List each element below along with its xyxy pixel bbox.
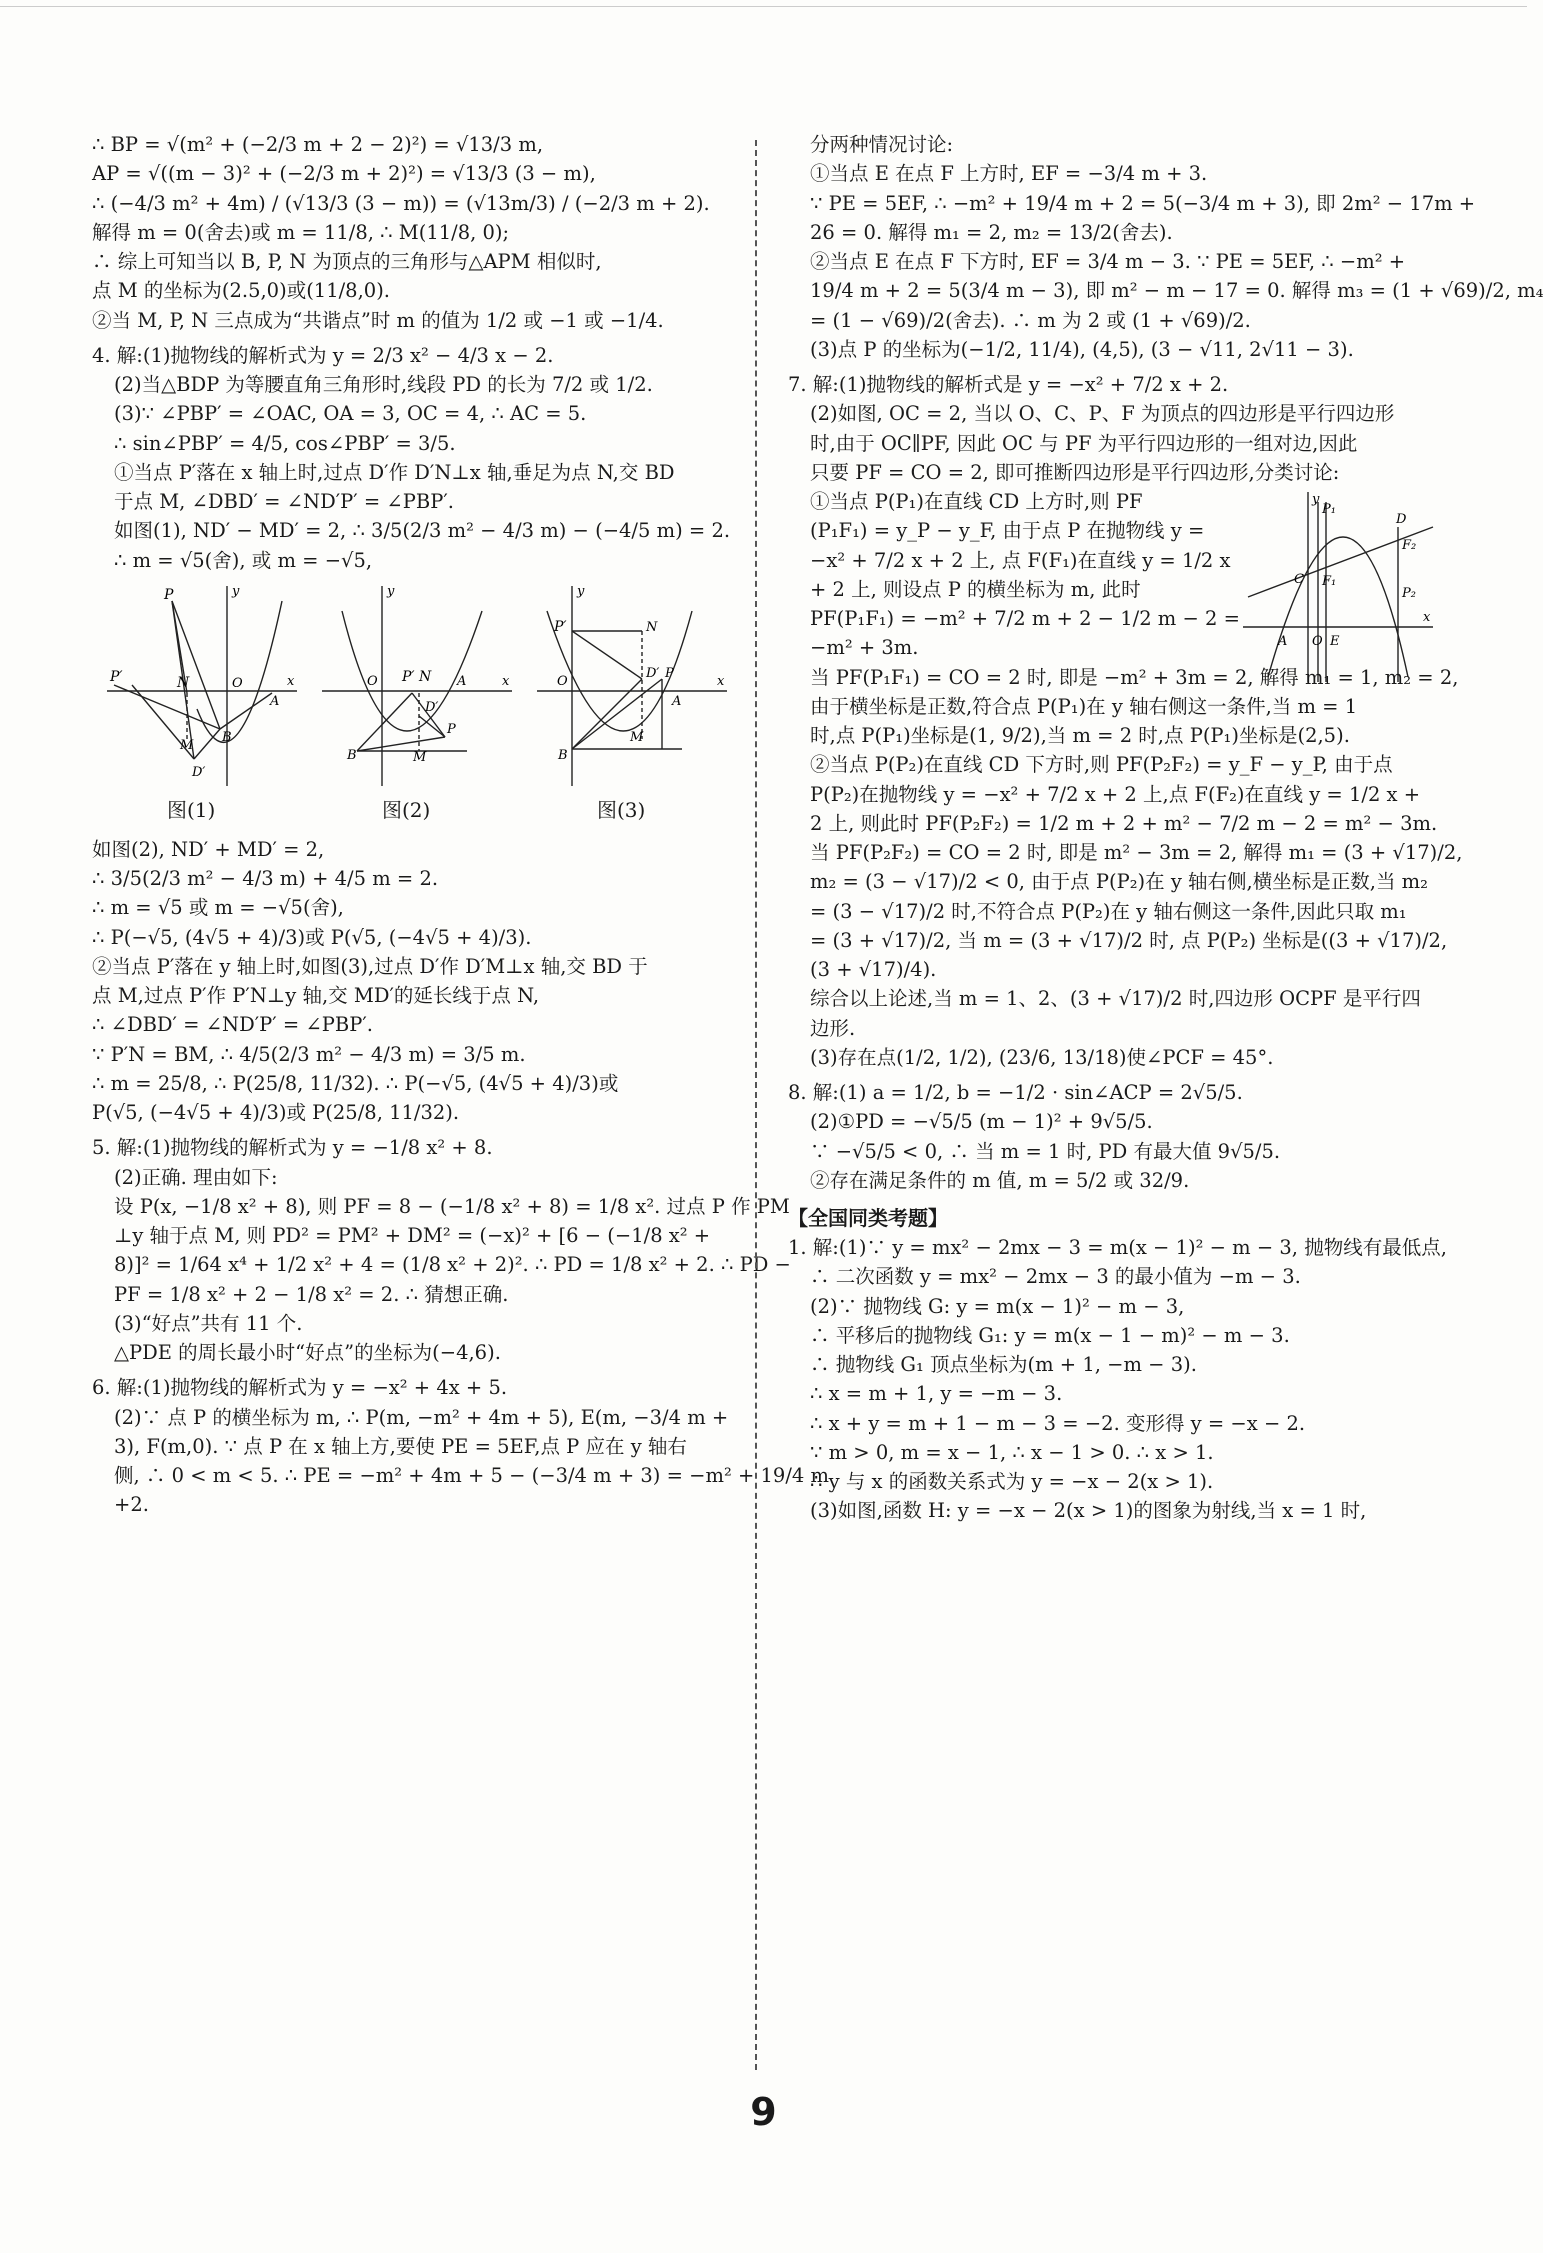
text-line: ∴ 综上可知当以 B, P, N 为顶点的三角形与△APM 相似时,	[92, 250, 602, 273]
text-line: ∴ sin∠PBP′ = 4/5, cos∠PBP′ = 3/5.	[114, 431, 456, 455]
text-line: (2)如图, OC = 2, 当以 O、C、P、F 为顶点的四边形是平行四边形	[810, 402, 1395, 426]
text-line: (3 + √17)/4).	[810, 958, 937, 981]
svg-text:A: A	[672, 693, 682, 709]
problem-6-heading: 6. 解:(1)抛物线的解析式为 y = −x² + 4x + 5.	[92, 1376, 508, 1400]
text-line: (2)①PD = −√5/5 (m − 1)² + 9√5/5.	[810, 1110, 1153, 1134]
text-line: (2)∵ 点 P 的横坐标为 m, ∴ P(m, −m² + 4m + 5), E(m, −3/4 m +	[114, 1405, 729, 1429]
text-line: ∴ m = √5 或 m = −√5(舍),	[92, 896, 344, 920]
text-line: ①当点 P′落在 x 轴上时,过点 D′作 D′N⊥x 轴,垂足为点 N,交 BD	[114, 460, 675, 484]
text-line: +2.	[114, 1493, 149, 1517]
svg-text:P′: P′	[554, 618, 567, 635]
national-problem-1-heading: 1. 解:(1)∵ y = mx² − 2mx − 3 = m(x − 1)² − m − 3, 抛物线有最低点,	[788, 1236, 1447, 1259]
text-line: = (1 − √69)/2(舍去). ∴ m 为 2 或 (1 + √69)/2.	[810, 308, 1251, 332]
svg-text:O: O	[557, 673, 568, 689]
text-line: ∴ m = √5(舍), 或 m = −√5,	[114, 548, 373, 572]
text-line: 边形.	[810, 1016, 856, 1040]
text-line: 分两种情况讨论:	[810, 133, 954, 156]
text-line: ②当点 P(P₂)在直线 CD 下方时,则 PF(P₂F₂) = y_F − y_P, 由于点	[810, 753, 1393, 777]
svg-text:x: x	[502, 673, 510, 689]
text-line: 时,由于 OC∥PF, 因此 OC 与 PF 为平行四边形的一组对边,因此	[810, 431, 1358, 455]
text-line: (P₁F₁) = y_P − y_F, 由于点 P 在抛物线 y =	[810, 519, 1205, 543]
text-line: 综合以上论述,当 m = 1、2、(3 + √17)/2 时,四边形 OCPF 是平行四	[810, 987, 1421, 1011]
text-line: 解得 m = 0(舍去)或 m = 11/8, ∴ M(11/8, 0);	[92, 220, 510, 244]
text-line: ∵ m > 0, m = x − 1, ∴ x − 1 > 0. ∴ x > 1.	[810, 1440, 1214, 1464]
text-line: ∵ P′N = BM, ∴ 4/5(2/3 m² − 4/3 m) = 3/5 m.	[92, 1042, 526, 1066]
text-line: 26 = 0. 解得 m₁ = 2, m₂ = 13/2(舍去).	[810, 220, 1173, 244]
figure-2-caption: 图(2)	[382, 797, 431, 822]
text-line: 当 PF(P₂F₂) = CO = 2 时, 即是 m² − 3m = 2, 解得 m₁ = (3 + √17)/2,	[810, 841, 1463, 864]
text-line: 2 上, 则此时 PF(P₂F₂) = 1/2 m + 2 + m² − 7/2 m − 2 = m² − 3m.	[810, 811, 1438, 835]
text-line: AP = √((m − 3)² + (−2/3 m + 2)²) = √13/3 (3 − m),	[92, 162, 596, 186]
text-line: −x² + 7/2 x + 2 上, 点 F(F₁)在直线 y = 1/2 x	[810, 548, 1231, 572]
text-line: 由于横坐标是正数,符合点 P(P₁)在 y 轴右侧这一条件,当 m = 1	[810, 694, 1358, 718]
text-line: ①当点 P(P₁)在直线 CD 上方时,则 PF	[810, 490, 1143, 513]
svg-text:O: O	[1312, 634, 1323, 649]
text-line: ∴ 3/5(2/3 m² − 4/3 m) + 4/5 m = 2.	[92, 867, 439, 890]
svg-text:P: P	[447, 721, 456, 737]
svg-text:y: y	[387, 583, 395, 599]
svg-text:M: M	[630, 729, 644, 745]
figure-1-caption: 图(1)	[167, 797, 216, 822]
page-top-rule	[0, 6, 1527, 7]
svg-text:B: B	[347, 747, 357, 763]
text-line: ∴ x = m + 1, y = −m − 3.	[810, 1382, 1063, 1406]
text-line: 如图(1), ND′ − MD′ = 2, ∴ 3/5(2/3 m² − 4/3 m) − (−4/5 m) = 2.	[114, 519, 731, 543]
svg-text:x: x	[1423, 610, 1431, 625]
text-line: △PDE 的周长最小时“好点”的坐标为(−4,6).	[114, 1341, 501, 1364]
svg-text:y: y	[1312, 492, 1320, 507]
text-line: (2)∵ 抛物线 G: y = m(x − 1)² − m − 3,	[810, 1294, 1185, 1318]
text-line: ∴ BP = √(m² + (−2/3 m + 2 − 2)²) = √13/3 m,	[92, 133, 544, 156]
svg-text:F₂: F₂	[1402, 538, 1417, 553]
text-line: (3)存在点(1/2, 1/2), (23/6, 13/18)使∠PCF = 45°.	[810, 1045, 1274, 1069]
svg-text:D: D	[1396, 512, 1407, 527]
text-line: (2)正确. 理由如下:	[114, 1165, 278, 1189]
text-line: (3)点 P 的坐标为(−1/2, 11/4), (4,5), (3 − √11, 2√11 − 3).	[810, 337, 1354, 361]
svg-text:B: B	[558, 747, 568, 763]
svg-text:P₂: P₂	[1402, 586, 1416, 601]
figure-3-diagram	[532, 581, 732, 791]
text-line: (3)“好点”共有 11 个.	[114, 1311, 303, 1335]
figure-7-diagram	[1238, 487, 1438, 687]
text-line: ∴ 二次函数 y = mx² − 2mx − 3 的最小值为 −m − 3.	[810, 1265, 1301, 1289]
svg-text:M: M	[180, 737, 194, 753]
svg-text:E: E	[1330, 634, 1340, 649]
page-number: 9	[750, 2090, 777, 2134]
svg-text:y: y	[232, 583, 240, 599]
figure-2-diagram	[317, 581, 517, 791]
text-line: (2)当△BDP 为等腰直角三角形时,线段 PD 的长为 7/2 或 1/2.	[114, 373, 653, 396]
svg-text:D′: D′	[646, 665, 660, 681]
text-line: 于点 M, ∠DBD′ = ∠ND′P′ = ∠PBP′.	[114, 490, 454, 513]
svg-text:N: N	[646, 619, 658, 635]
svg-text:P′ N: P′ N	[402, 668, 432, 685]
text-line: (3)如图,函数 H: y = −x − 2(x > 1)的图象为射线,当 x = 1 时,	[810, 1499, 1367, 1523]
text-line: ②存在满足条件的 m 值, m = 5/2 或 32/9.	[810, 1168, 1190, 1192]
svg-text:A: A	[270, 693, 280, 709]
svg-text:y: y	[577, 583, 585, 599]
text-line: ②当点 P′落在 y 轴上时,如图(3),过点 D′作 D′M⊥x 轴,交 BD 于	[92, 954, 648, 978]
text-line: ∴ 抛物线 G₁ 顶点坐标为(m + 1, −m − 3).	[810, 1353, 1197, 1376]
text-line: ②当 M, P, N 三点成为“共谐点”时 m 的值为 1/2 或 −1 或 −1/4.	[92, 308, 664, 332]
svg-text:x: x	[287, 673, 295, 689]
text-line: ∴ P(−√5, (4√5 + 4)/3)或 P(√5, (−4√5 + 4)/3).	[92, 925, 532, 949]
text-line: + 2 上, 则设点 P 的横坐标为 m, 此时	[810, 577, 1141, 601]
svg-text:P: P	[164, 586, 174, 603]
svg-text:D′: D′	[192, 764, 206, 780]
text-line: 只要 PF = CO = 2, 即可推断四边形是平行四边形,分类讨论:	[810, 460, 1340, 484]
text-line: 侧, ∴ 0 < m < 5. ∴ PE = −m² + 4m + 5 − (−3/4 m + 3) = −m² + 19/4 m	[114, 1464, 829, 1487]
text-line: ∴ m = 25/8, ∴ P(25/8, 11/32). ∴ P(−√5, (4√5 + 4)/3)或	[92, 1071, 619, 1095]
text-line: 点 M,过点 P′作 P′N⊥y 轴,交 MD′的延长线于点 N,	[92, 984, 540, 1007]
text-line: m₂ = (3 − √17)/2 < 0, 由于点 P(P₂)在 y 轴右侧,横坐标是正数,当 m₂	[810, 870, 1428, 894]
text-line: 当 PF(P₁F₁) = CO = 2 时, 即是 −m² + 3m = 2, 解得 m₁ = 1, m₂ = 2,	[810, 665, 1459, 689]
problem-4-heading: 4. 解:(1)抛物线的解析式为 y = 2/3 x² − 4/3 x − 2.	[92, 343, 554, 367]
figure-3-caption: 图(3)	[597, 797, 646, 822]
text-line: 3), F(m,0). ∵ 点 P 在 x 轴上方,要使 PE = 5EF,点 P 应在 y 轴右	[114, 1434, 687, 1458]
text-line: 点 M 的坐标为(2.5,0)或(11/8,0).	[92, 279, 391, 303]
text-line: 19/4 m + 2 = 5(3/4 m − 3), 即 m² − m − 17 = 0. 解得 m₃ = (1 + √69)/2, m₄	[810, 279, 1543, 303]
problem-8-heading: 8. 解:(1) a = 1/2, b = −1/2 · sin∠ACP = 2√5/5.	[788, 1081, 1243, 1104]
svg-text:N: N	[177, 674, 190, 691]
text-line: = (3 + √17)/2, 当 m = (3 + √17)/2 时, 点 P(P₂) 坐标是((3 + √17)/2,	[810, 928, 1448, 952]
svg-text:x: x	[717, 673, 725, 689]
text-line: = (3 − √17)/2 时,不符合点 P(P₂)在 y 轴右侧这一条件,因此只取 m₁	[810, 899, 1407, 923]
text-line: ∴ y 与 x 的函数关系式为 y = −x − 2(x > 1).	[810, 1470, 1214, 1493]
text-line: 8)]² = 1/64 x⁴ + 1/2 x² + 4 = (1/8 x² + 2)². ∴ PD = 1/8 x² + 2. ∴ PD −	[114, 1253, 791, 1277]
text-line: P(P₂)在抛物线 y = −x² + 7/2 x + 2 上,点 F(F₂)在直线 y = 1/2 x +	[810, 782, 1421, 806]
svg-text:M: M	[413, 749, 427, 765]
svg-text:P′: P′	[110, 668, 123, 685]
svg-text:A: A	[1278, 634, 1288, 649]
svg-text:P₁: P₁	[1322, 502, 1336, 517]
left-column	[92, 130, 829, 1520]
figure-7-block	[788, 487, 1438, 663]
right-column	[788, 130, 1543, 1526]
figure-row	[92, 581, 738, 831]
text-line: ①当点 E 在点 F 上方时, EF = −3/4 m + 3.	[810, 162, 1208, 186]
text-line: ∵ −√5/5 < 0, ∴ 当 m = 1 时, PD 有最大值 9√5/5.	[810, 1139, 1281, 1163]
text-line: ②当点 E 在点 F 下方时, EF = 3/4 m − 3. ∵ PE = 5EF, ∴ −m² +	[810, 250, 1406, 273]
text-line: ∴ (−4/3 m² + 4m) / (√13/3 (3 − m)) = (√13m/3) / (−2/3 m + 2).	[92, 191, 710, 215]
text-line: ⊥y 轴于点 M, 则 PD² = PM² + DM² = (−x)² + [6 − (−1/8 x² +	[114, 1224, 711, 1247]
text-line: ∴ ∠DBD′ = ∠ND′P′ = ∠PBP′.	[92, 1013, 373, 1037]
svg-text:A: A	[457, 673, 467, 689]
problem-5-heading: 5. 解:(1)抛物线的解析式为 y = −1/8 x² + 8.	[92, 1136, 493, 1160]
svg-text:P: P	[665, 665, 674, 681]
text-line: ∴ x + y = m + 1 − m − 3 = −2. 变形得 y = −x − 2.	[810, 1411, 1306, 1435]
svg-text:F₁: F₁	[1322, 574, 1337, 589]
section-title: 【全国同类考题】	[788, 1206, 948, 1230]
text-line: PF(P₁F₁) = −m² + 7/2 m + 2 − 1/2 m − 2 =	[810, 607, 1240, 630]
column-divider	[755, 140, 757, 2070]
problem-7-heading: 7. 解:(1)抛物线的解析式是 y = −x² + 7/2 x + 2.	[788, 373, 1229, 396]
text-line: −m² + 3m.	[810, 636, 919, 660]
svg-text:O: O	[367, 673, 378, 689]
svg-text:O: O	[232, 675, 243, 691]
svg-text:D′: D′	[425, 699, 439, 715]
text-line: PF = 1/8 x² + 2 − 1/8 x² = 2. ∴ 猜想正确.	[114, 1282, 509, 1306]
svg-text:C: C	[1294, 572, 1304, 587]
text-line: (3)∵ ∠PBP′ = ∠OAC, OA = 3, OC = 4, ∴ AC = 5.	[114, 402, 587, 426]
text-line: 时,点 P(P₁)坐标是(1, 9/2),当 m = 2 时,点 P(P₁)坐标是(2,5).	[810, 724, 1350, 747]
text-line: ∵ PE = 5EF, ∴ −m² + 19/4 m + 2 = 5(−3/4 m + 3), 即 2m² − 17m +	[810, 191, 1476, 215]
figure-1-diagram	[102, 581, 302, 791]
text-line: 设 P(x, −1/8 x² + 8), 则 PF = 8 − (−1/8 x² + 8) = 1/8 x². 过点 P 作 PM	[114, 1194, 790, 1218]
svg-text:B: B	[222, 729, 232, 745]
text-line: ∴ 平移后的抛物线 G₁: y = m(x − 1 − m)² − m − 3.	[810, 1323, 1290, 1347]
text-line: P(√5, (−4√5 + 4)/3)或 P(25/8, 11/32).	[92, 1101, 460, 1124]
text-line: 如图(2), ND′ + MD′ = 2,	[92, 837, 325, 861]
